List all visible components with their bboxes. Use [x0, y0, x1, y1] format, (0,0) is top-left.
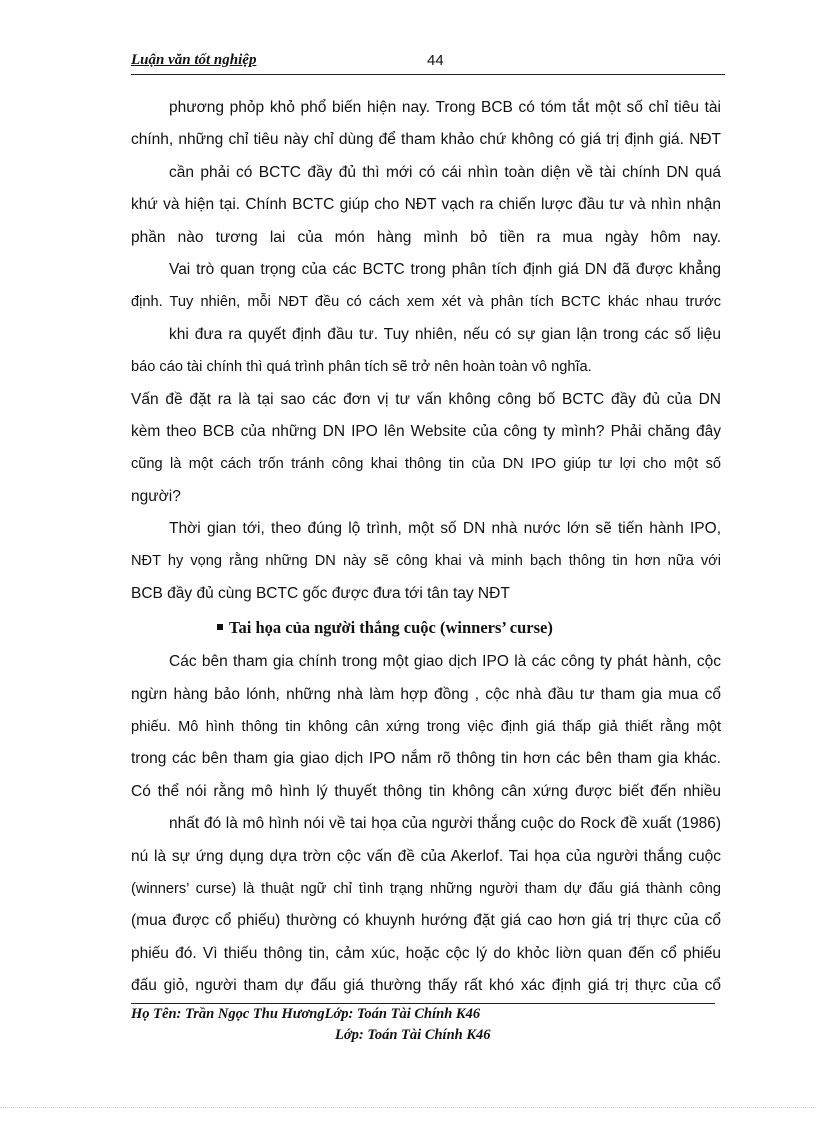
text-line: chính, những chỉ tiêu này chỉ dùng để tham khảo chứ không có giá trị định giá. NĐT: [131, 131, 721, 149]
page-break-divider: [0, 1107, 816, 1108]
text-line: Thời gian tới, theo đúng lộ trình, một số DN nhà nước lớn sẽ tiến hành IPO,: [169, 520, 721, 538]
section-heading: [131, 610, 721, 646]
page-number: 44: [427, 52, 444, 69]
text-line: kèm theo BCB của những DN IPO lên Website của công ty mình? Phải chăng đây: [131, 422, 721, 440]
page-header: [131, 50, 725, 75]
section-heading-text: Tai họa của người thắng cuộc (winners’ curse): [229, 618, 553, 638]
text-line: NĐT hy vọng rằng những DN này sẽ công khai và minh bạch thông tin hơn nữa với: [131, 553, 721, 570]
text-line: người?: [131, 487, 181, 505]
footer-class-line: Lớp: Toán Tài Chính K46: [335, 1027, 491, 1043]
text-line: khứ và hiện tại. Chính BCTC giúp cho NĐT vạch ra chiến lược đầu tư và nhìn nhận: [131, 196, 721, 214]
text-line: Vấn đề đặt ra là tại sao các đơn vị tư vấn không công bố BCTC đầy đủ của DN: [131, 390, 721, 408]
text-line: Các bên tham gia chính trong một giao dịch IPO là các công ty phát hành, cộc: [169, 653, 721, 671]
text-line: báo cáo tài chính thì quá trình phân tích sẽ trở nên hoàn toàn vô nghĩa.: [131, 359, 592, 376]
text-line: đấu giỏ, người tham dự đấu giá thường thấy rất khó xác định giá trị thực của cổ: [131, 977, 721, 995]
text-line: BCB đầy đủ cùng BCTC gốc được đưa tới tân tay NĐT: [131, 584, 510, 602]
square-bullet-icon: [217, 624, 223, 630]
text-line: (mua được cổ phiếu) thường có khuynh hướng đặt giá cao hơn giá trị thực của cổ: [131, 912, 721, 930]
text-line: nú là sự ứng dụng dựa trờn cộc vấn đề của Akerlof. Tai họa của người thắng cuộc: [131, 847, 721, 865]
document-body: [131, 92, 721, 1003]
text-line: cũng là một cách trốn tránh công khai thông tin của DN IPO giúp tư lợi cho một số: [131, 456, 721, 473]
header-title: Luận văn tốt nghiệp: [131, 52, 257, 68]
text-line: phương phỏp khỏ phổ biến hiện nay. Trong BCB có tóm tắt một số chỉ tiêu tài: [169, 99, 721, 116]
text-line: ngừn hàng bảo lónh, những nhà làm hợp đồng , cộc nhà đầu tư tham gia mua cổ: [131, 685, 721, 703]
footer-author-line: Họ Tên: Trần Ngọc Thu HươngLớp: Toán Tài Chính K46: [131, 1006, 481, 1022]
text-line: định. Tuy nhiên, mỗi NĐT đều có cách xem xét và phân tích BCTC khác nhau trước: [131, 294, 721, 311]
text-line: Vai trò quan trọng của các BCTC trong phân tích định giá DN đã được khẳng: [169, 260, 721, 278]
text-line: phần nào tương lai của món hàng mình bỏ tiền ra mua ngày hôm nay.: [131, 228, 721, 246]
page-footer: [131, 1004, 721, 1046]
text-line: (winners’ curse) là thuật ngữ chỉ tình trạng những người tham dự đấu giá thành công: [131, 880, 721, 897]
text-line: khi đưa ra quyết định đầu tư. Tuy nhiên, nếu có sự gian lận trong các số liệu: [169, 325, 721, 343]
text-line: phiếu đó. Vì thiếu thông tin, cảm xúc, hoặc cộc lý do khỏc liờn quan đến cổ phiếu: [131, 944, 721, 962]
text-line: cần phải có BCTC đầy đủ thì mới có cái nhìn toàn diện về tài chính DN quá: [169, 163, 721, 181]
text-line: trong các bên tham gia giao dịch IPO nắm rõ thông tin hơn các bên tham gia khác.: [131, 750, 721, 768]
text-line: Có thể nói rằng mô hình lý thuyết thông tin không cân xứng được biết đến nhiều: [131, 782, 721, 800]
text-line: nhất đó là mô hình nói về tai họa của người thắng cuộc do Rock đề xuất (1986): [169, 815, 721, 833]
text-line: phiếu. Mô hình thông tin không cân xứng trong việc định giá thấp giả thiết rằng một: [131, 719, 721, 736]
